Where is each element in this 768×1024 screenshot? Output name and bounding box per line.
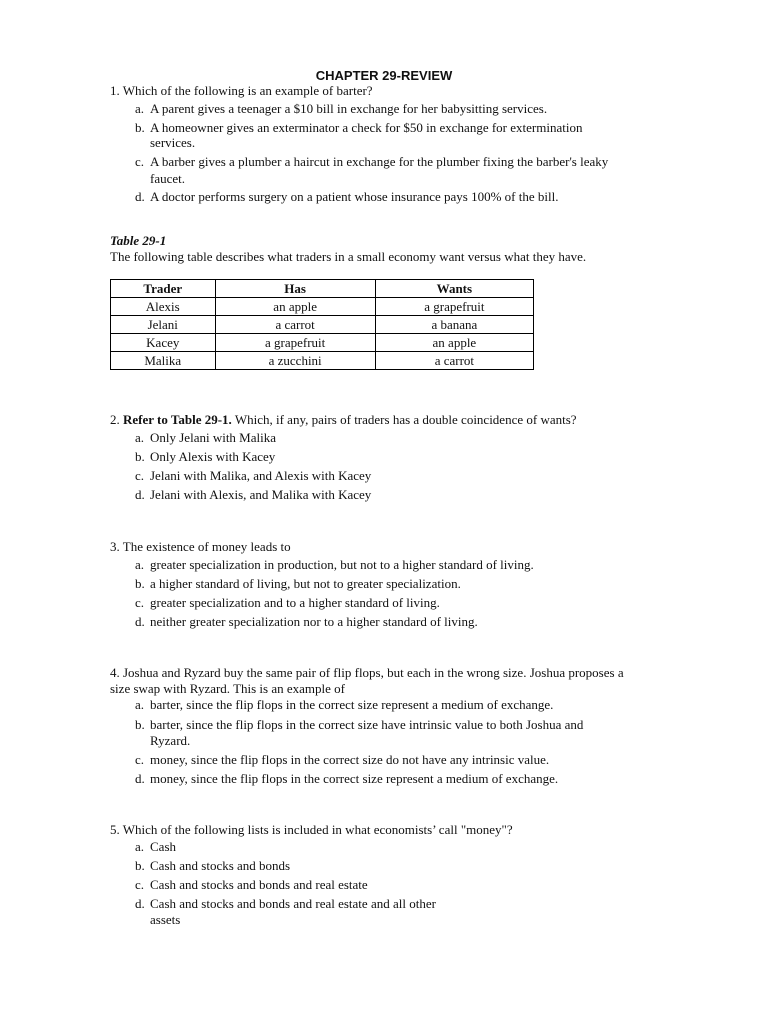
option-label: c. bbox=[135, 468, 145, 483]
question-5-option-b bbox=[135, 858, 290, 874]
option-text: barter, since the flip flops in the correct size have intrinsic value to both Joshua and bbox=[150, 717, 584, 732]
option-label: b. bbox=[135, 576, 145, 591]
table-cell: a grapefruit bbox=[375, 298, 533, 316]
option-text: Cash and stocks and bonds and real estate bbox=[150, 877, 368, 892]
question-3-stem: 3. The existence of money leads to bbox=[110, 539, 291, 554]
table-cell: a grapefruit bbox=[215, 334, 375, 352]
table-row bbox=[111, 352, 534, 370]
option-text: greater specialization and to a higher standard of living. bbox=[150, 595, 440, 610]
question-4-stem-continued: size swap with Ryzard. This is an example of bbox=[110, 681, 345, 696]
column-header-wants: Wants bbox=[375, 280, 533, 298]
question-4-option-c bbox=[135, 752, 549, 768]
column-header-trader: Trader bbox=[111, 280, 216, 298]
question-5-option-d-continued: assets bbox=[150, 912, 181, 927]
option-label: b. bbox=[135, 717, 145, 732]
option-label: c. bbox=[135, 154, 145, 169]
question-3-option-b bbox=[135, 576, 461, 592]
question-3-option-a bbox=[135, 557, 534, 573]
option-text: Jelani with Alexis, and Malika with Kacey bbox=[150, 487, 372, 502]
question-4-option-b-continued: Ryzard. bbox=[150, 733, 191, 748]
question-4-stem: 4. Joshua and Ryzard buy the same pair of flip flops, but each in the wrong size. Joshua proposes a bbox=[110, 665, 624, 680]
question-1-option-b bbox=[135, 120, 582, 136]
option-text: greater specialization in production, but not to a higher standard of living. bbox=[150, 557, 534, 572]
option-text: neither greater specialization nor to a higher standard of living. bbox=[150, 614, 478, 629]
option-label: c. bbox=[135, 752, 145, 767]
table-caption: Table 29-1 bbox=[110, 233, 167, 248]
question-1-option-c bbox=[135, 154, 608, 170]
option-text: Cash bbox=[150, 839, 176, 854]
option-label: b. bbox=[135, 449, 145, 464]
option-text: Only Alexis with Kacey bbox=[150, 449, 276, 464]
question-2-option-b bbox=[135, 449, 275, 465]
question-1-option-d bbox=[135, 189, 558, 205]
question-2-option-c bbox=[135, 468, 371, 484]
option-text: Cash and stocks and bonds bbox=[150, 858, 291, 873]
question-4-option-d bbox=[135, 771, 558, 787]
question-5-option-a bbox=[135, 839, 176, 855]
question-1-option-c-continued: faucet. bbox=[150, 171, 186, 186]
table-reference: Refer to Table 29-1. bbox=[123, 412, 232, 427]
question-3-option-c bbox=[135, 595, 440, 611]
option-label: d. bbox=[135, 487, 145, 502]
option-text: Jelani with Malika, and Alexis with Kacey bbox=[150, 468, 372, 483]
table-cell: a banana bbox=[375, 316, 533, 334]
question-1-stem: 1. Which of the following is an example of barter? bbox=[110, 83, 373, 98]
question-5-option-d bbox=[135, 896, 436, 912]
question-2-option-d bbox=[135, 487, 371, 503]
option-text: A doctor performs surgery on a patient whose insurance pays 100% of the bill. bbox=[150, 189, 559, 204]
option-text: Only Jelani with Malika bbox=[150, 430, 277, 445]
question-4-option-a bbox=[135, 697, 553, 713]
table-cell: a carrot bbox=[215, 316, 375, 334]
table-cell: an apple bbox=[215, 298, 375, 316]
question-2-stem bbox=[110, 412, 577, 428]
table-cell: Malika bbox=[111, 352, 216, 370]
option-text: A barber gives a plumber a haircut in exchange for the plumber fixing the barber's leaky bbox=[150, 154, 609, 169]
option-label: a. bbox=[135, 697, 145, 712]
option-label: d. bbox=[135, 771, 145, 786]
option-label: c. bbox=[135, 877, 145, 892]
option-label: a. bbox=[135, 839, 145, 854]
question-1-option-b-continued: services. bbox=[150, 135, 196, 150]
table-cell: an apple bbox=[375, 334, 533, 352]
table-row bbox=[111, 298, 534, 316]
table-description: The following table describes what traders in a small economy want versus what they have. bbox=[110, 249, 587, 264]
option-label: a. bbox=[135, 557, 145, 572]
option-label: b. bbox=[135, 858, 145, 873]
traders-table bbox=[110, 279, 534, 370]
option-text: Cash and stocks and bonds and real estate and all other bbox=[150, 896, 436, 911]
option-label: a. bbox=[135, 430, 145, 445]
option-label: b. bbox=[135, 120, 145, 135]
table-row bbox=[111, 334, 534, 352]
option-label: d. bbox=[135, 896, 145, 911]
option-text: A homeowner gives an exterminator a check for $50 in exchange for extermination bbox=[150, 120, 583, 135]
table-cell: Kacey bbox=[111, 334, 216, 352]
question-2-option-a bbox=[135, 430, 276, 446]
question-5-option-c bbox=[135, 877, 368, 893]
option-text: A parent gives a teenager a $10 bill in exchange for her babysitting services. bbox=[150, 101, 548, 116]
option-text: a higher standard of living, but not to greater specialization. bbox=[150, 576, 461, 591]
question-3-option-d bbox=[135, 614, 478, 630]
option-text: money, since the flip flops in the correct size do not have any intrinsic value. bbox=[150, 752, 550, 767]
table-cell: Jelani bbox=[111, 316, 216, 334]
option-label: d. bbox=[135, 614, 145, 629]
question-4-option-b bbox=[135, 717, 583, 733]
question-number: 2. bbox=[110, 412, 120, 427]
table-row bbox=[111, 316, 534, 334]
option-label: c. bbox=[135, 595, 145, 610]
option-text: barter, since the flip flops in the correct size represent a medium of exchange. bbox=[150, 697, 554, 712]
option-label: a. bbox=[135, 101, 145, 116]
option-text: money, since the flip flops in the correct size represent a medium of exchange. bbox=[150, 771, 559, 786]
option-label: d. bbox=[135, 189, 145, 204]
question-text: Which, if any, pairs of traders has a double coincidence of wants? bbox=[234, 412, 577, 427]
page-title: CHAPTER 29-REVIEW bbox=[315, 68, 453, 83]
table-cell: a zucchini bbox=[215, 352, 375, 370]
column-header-has: Has bbox=[215, 280, 375, 298]
question-1-option-a bbox=[135, 101, 547, 117]
table-header-row bbox=[111, 280, 534, 298]
question-5-stem: 5. Which of the following lists is included in what economists’ call "money"? bbox=[110, 822, 513, 837]
table-cell: a carrot bbox=[375, 352, 533, 370]
table-cell: Alexis bbox=[111, 298, 216, 316]
